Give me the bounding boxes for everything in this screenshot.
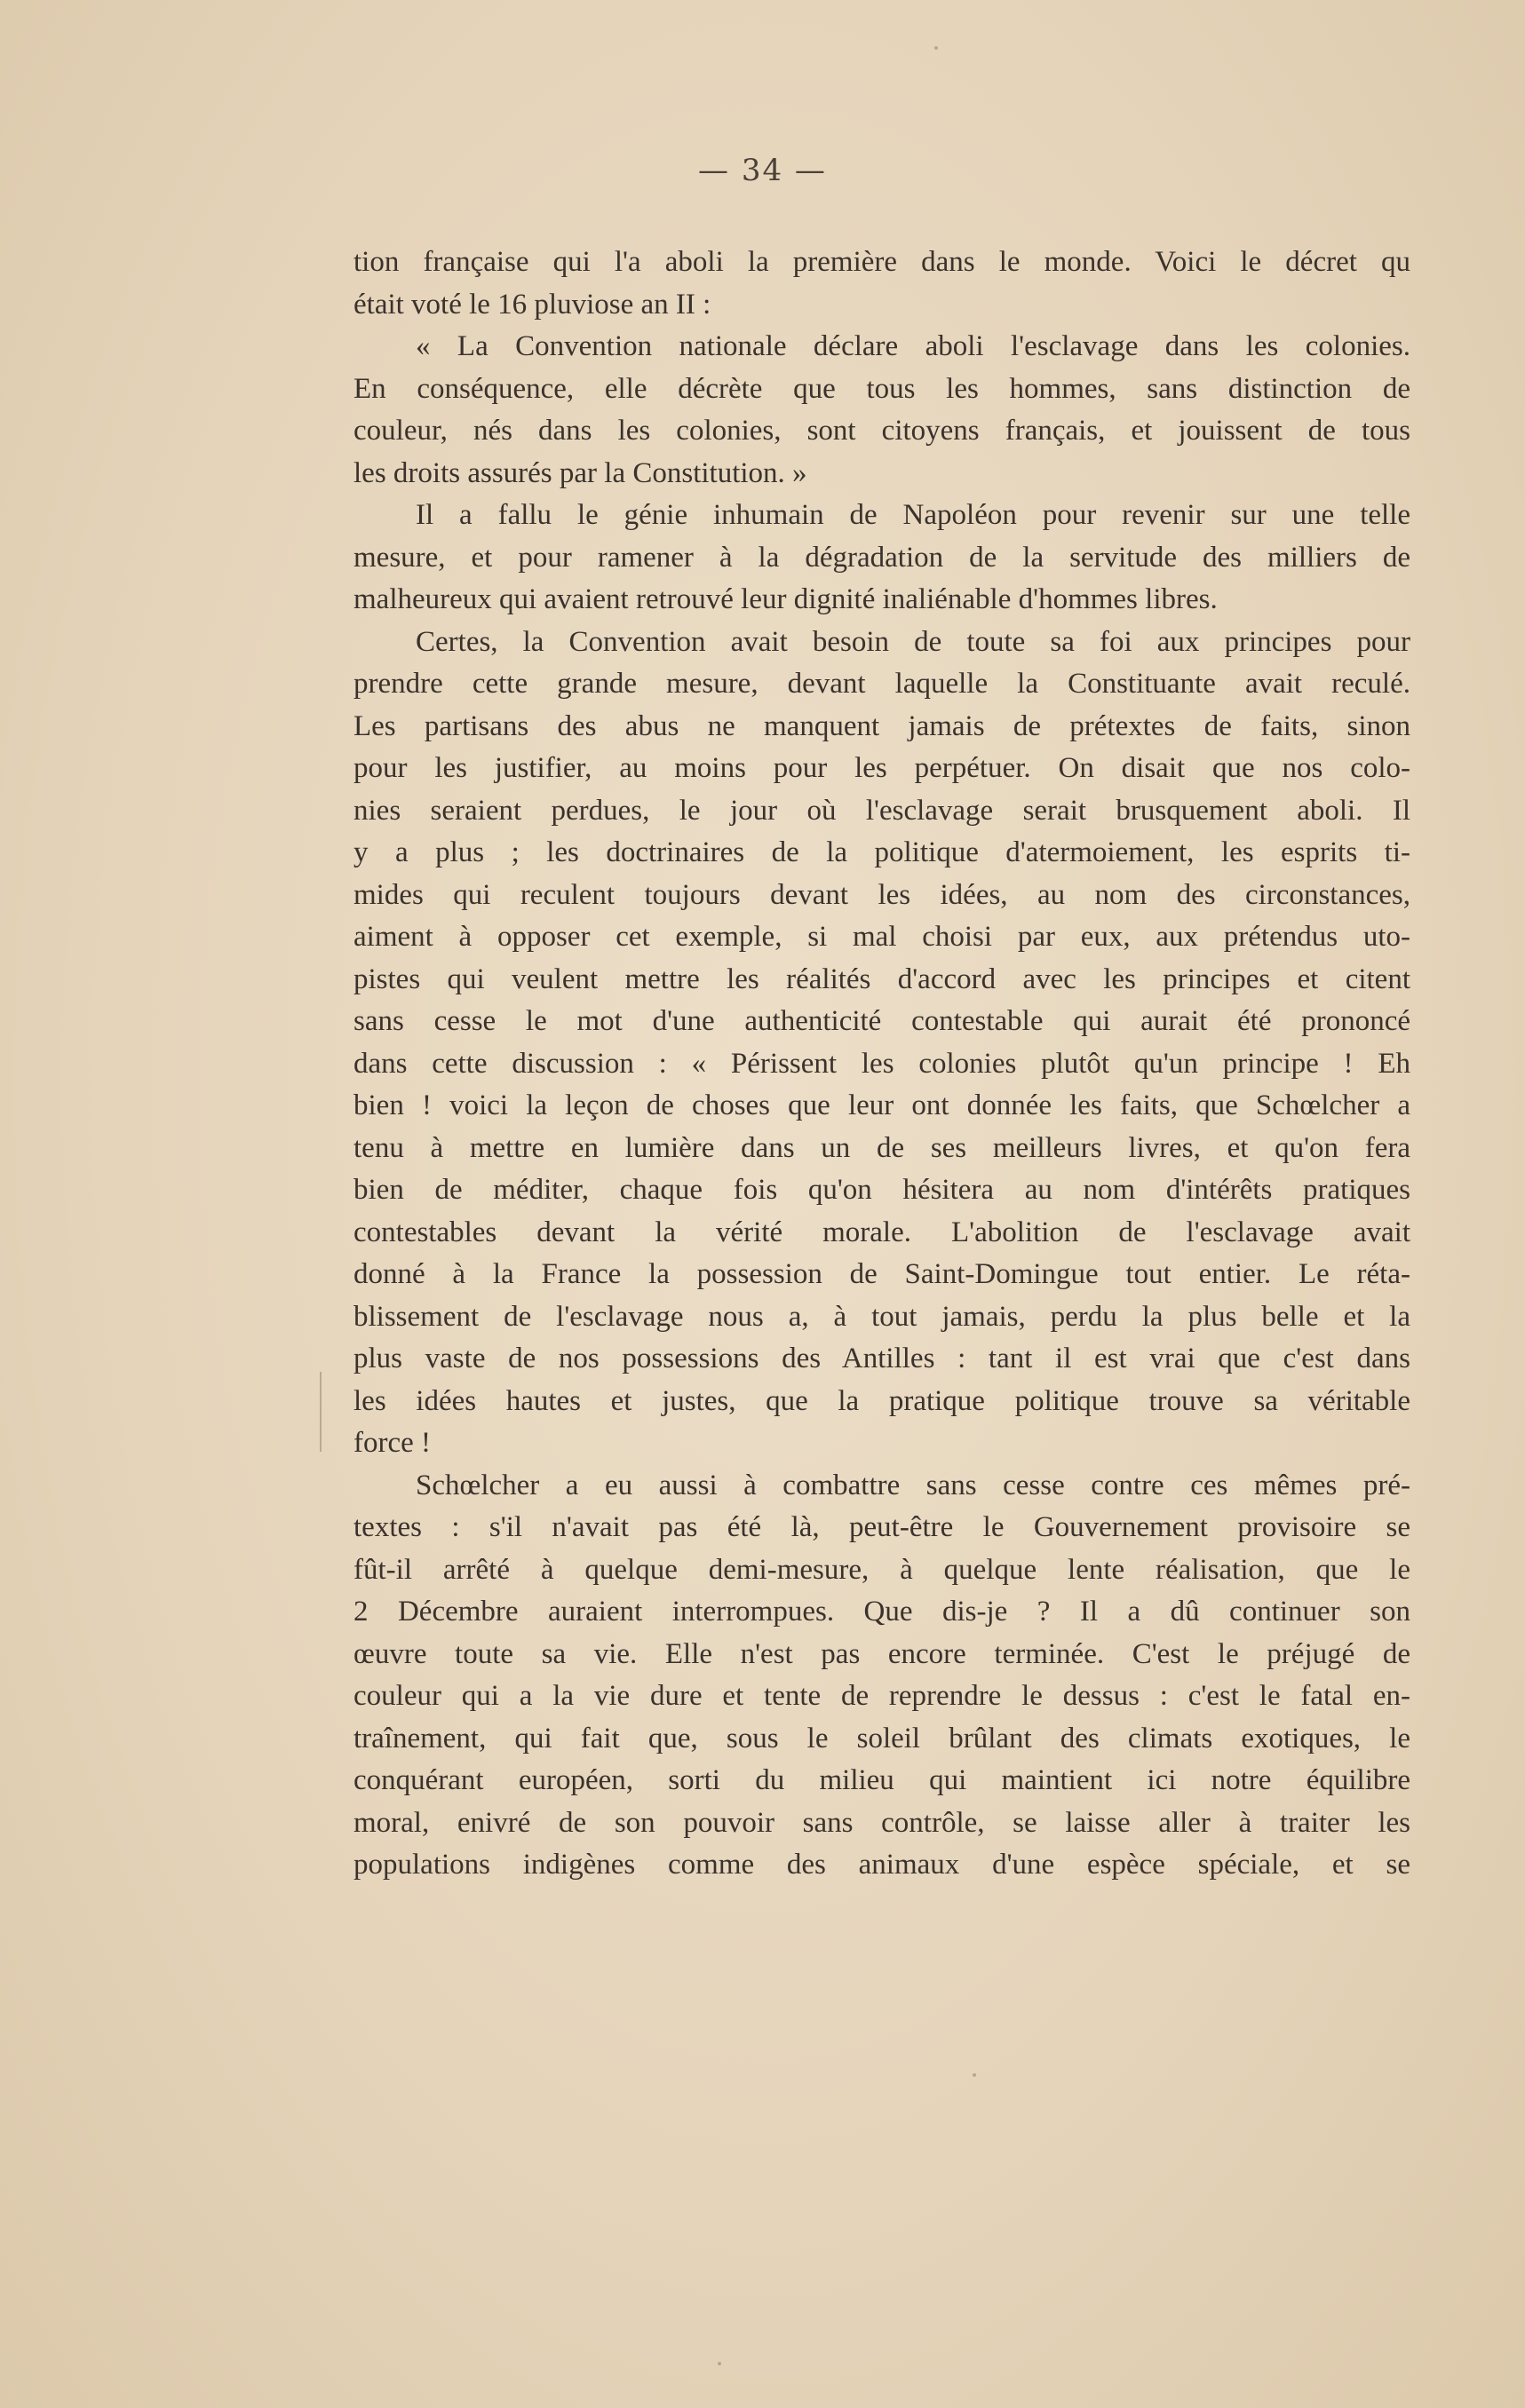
- text-line: pour les justifier, au moins pour les perpétuer. On disait que nos colo-: [353, 752, 1410, 784]
- text-line: les idées hautes et justes, que la pratique politique trouve sa véritable: [353, 1384, 1410, 1417]
- text-line: contestables devant la vérité morale. L'abolition de l'esclavage avait: [353, 1216, 1410, 1248]
- text-line: bien de méditer, chaque fois qu'on hésitera au nom d'intérêts pratiques: [353, 1174, 1410, 1206]
- text-line: traînement, qui fait que, sous le soleil brûlant des climats exotiques, le: [353, 1722, 1410, 1755]
- text-line: blissement de l'esclavage nous a, à tout jamais, perdu la plus belle et la: [353, 1300, 1410, 1333]
- text-line: mesure, et pour ramener à la dégradation de la servitude des milliers de: [353, 541, 1410, 574]
- text-line: y a plus ; les doctrinaires de la politique d'atermoiement, les esprits ti-: [353, 836, 1410, 868]
- text-line: populations indigènes comme des animaux d'une espèce spéciale, et se: [353, 1849, 1410, 1881]
- paper-speck: [718, 2362, 721, 2365]
- text-line: était voté le 16 pluviose an II :: [353, 288, 711, 321]
- text-line: dans cette discussion : « Périssent les colonies plutôt qu'un principe ! Eh: [353, 1047, 1410, 1080]
- text-line: Schœlcher a eu aussi à combattre sans cesse contre ces mêmes pré-: [416, 1469, 1410, 1501]
- paper-speck: [934, 46, 938, 50]
- text-line: En conséquence, elle décrète que tous les hommes, sans distinction de: [353, 372, 1410, 405]
- text-line: Il a fallu le génie inhumain de Napoléon pour revenir sur une telle: [416, 499, 1410, 531]
- paper-speck: [973, 2073, 976, 2077]
- text-line: Les partisans des abus ne manquent jamais de prétextes de faits, sinon: [353, 709, 1410, 742]
- text-line: malheureux qui avaient retrouvé leur dignité inaliénable d'hommes libres.: [353, 583, 1218, 615]
- text-line: conquérant européen, sorti du milieu qui maintient ici notre équilibre: [353, 1764, 1410, 1796]
- text-line: tion française qui l'a aboli la première dans le monde. Voici le décret qu: [353, 246, 1410, 278]
- text-line: nies seraient perdues, le jour où l'esclavage serait brusquement aboli. Il: [353, 794, 1410, 827]
- body-text: [353, 242, 1410, 1887]
- text-line: sans cesse le mot d'une authenticité contestable qui aurait été prononcé: [353, 1005, 1410, 1037]
- text-line: plus vaste de nos possessions des Antilles : tant il est vrai que c'est dans: [353, 1343, 1410, 1374]
- text-line: force !: [353, 1427, 432, 1459]
- text-line: pistes qui veulent mettre les réalités d'accord avec les principes et citent: [353, 962, 1410, 995]
- text-line: couleur qui a la vie dure et tente de reprendre le dessus : c'est le fatal en-: [353, 1680, 1410, 1712]
- text-line: œuvre toute sa vie. Elle n'est pas encore terminée. C'est le préjugé de: [353, 1637, 1410, 1670]
- text-line: couleur, nés dans les colonies, sont citoyens français, et jouissent de tous: [353, 415, 1410, 447]
- text-line: 2 Décembre auraient interrompues. Que dis-je ? Il a dû continuer son: [353, 1596, 1410, 1628]
- text-line: Certes, la Convention avait besoin de toute sa foi aux principes pour: [416, 625, 1410, 658]
- text-line: « La Convention nationale déclare aboli l'esclavage dans les colonies.: [416, 330, 1410, 362]
- text-line: prendre cette grande mesure, devant laquelle la Constituante avait reculé.: [353, 668, 1410, 700]
- text-line: mides qui reculent toujours devant les idées, au nom des circonstances,: [353, 878, 1410, 911]
- text-line: fût-il arrêté à quelque demi-mesure, à quelque lente réalisation, que le: [353, 1553, 1410, 1586]
- text-line: aiment à opposer cet exemple, si mal choisi par eux, aux prétendus uto-: [353, 921, 1410, 953]
- text-line: bien ! voici la leçon de choses que leur ont donnée les faits, que Schœlcher a: [353, 1089, 1410, 1121]
- text-line: tenu à mettre en lumière dans un de ses meilleurs livres, et qu'on fera: [353, 1131, 1410, 1164]
- margin-pencil-mark: [320, 1372, 322, 1452]
- text-line: les droits assurés par la Constitution. »: [353, 456, 807, 489]
- text-line: moral, enivré de son pouvoir sans contrôle, se laisse aller à traiter les: [353, 1806, 1410, 1839]
- text-line: textes : s'il n'avait pas été là, peut-être le Gouvernement provisoire se: [353, 1511, 1410, 1543]
- text-line: donné à la France la possession de Saint-Domingue tout entier. Le réta-: [353, 1258, 1410, 1290]
- page-number: — 34 —: [698, 153, 827, 188]
